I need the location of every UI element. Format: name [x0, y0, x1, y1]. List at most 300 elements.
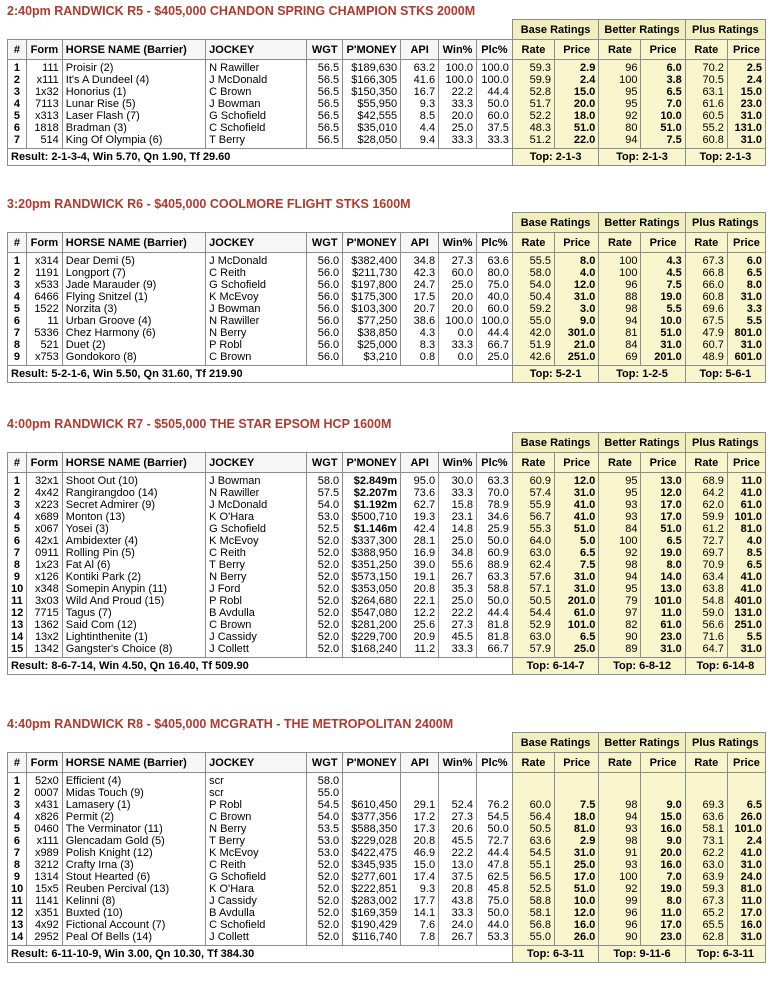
cell-form: 0460	[26, 823, 62, 835]
cell-place-pct: 45.8	[477, 883, 513, 895]
cell-horse-name: Buxted (10)	[62, 907, 205, 919]
cell-weight: 56.5	[307, 74, 343, 86]
cell-base-rate: 63.0	[512, 631, 554, 643]
cell-plus-rate: 70.9	[685, 559, 727, 571]
column-header-base-price: Price	[555, 40, 599, 60]
cell-win-pct: 22.2	[439, 607, 477, 619]
cell-base-price: 51.0	[555, 883, 599, 895]
cell-weight: 56.5	[307, 110, 343, 122]
race-result: Result: 2-1-3-4, Win 5.70, Qn 1.90, Tf 29.60	[8, 149, 513, 166]
cell-jockey: J Bowman	[206, 303, 307, 315]
cell-horse-name: Dear Demi (5)	[62, 253, 205, 268]
cell-row-number: 3	[8, 499, 27, 511]
column-header-better-rate: Rate	[599, 753, 641, 773]
cell-plus-price: 81.0	[727, 883, 765, 895]
cell-better-price: 19.0	[641, 547, 685, 559]
cell-form: x753	[26, 351, 62, 366]
cell-place-pct: 58.8	[477, 583, 513, 595]
cell-base-price	[555, 773, 599, 788]
cell-base-rate: 60.9	[512, 473, 554, 488]
cell-form: 1314	[26, 871, 62, 883]
cell-plus-price: 26.0	[727, 811, 765, 823]
table-row	[8, 98, 766, 110]
cell-base-price: 2.9	[555, 60, 599, 75]
cell-plus-rate: 64.7	[685, 643, 727, 658]
top-picks: Top: 1-2-5	[599, 366, 685, 383]
cell-place-pct: 44.4	[477, 327, 513, 339]
column-header-jockey: JOCKEY	[206, 40, 307, 60]
column-header-prize-money: P'MONEY	[343, 453, 401, 473]
cell-weight: 52.0	[307, 895, 343, 907]
cell-plus-rate: 67.3	[685, 253, 727, 268]
cell-better-price: 10.0	[641, 315, 685, 327]
cell-form: x126	[26, 571, 62, 583]
cell-api: 19.3	[401, 511, 439, 523]
cell-form: 6466	[26, 291, 62, 303]
race-title: 4:00pm RANDWICK R7 - $505,000 THE STAR EPSOM HCP 1600M	[7, 417, 392, 431]
cell-better-price: 201.0	[641, 351, 685, 366]
cell-row-number: 9	[8, 871, 27, 883]
column-header-better-price: Price	[641, 753, 685, 773]
cell-better-rate: 94	[599, 134, 641, 149]
table-row	[8, 499, 766, 511]
cell-place-pct: 50.0	[477, 595, 513, 607]
cell-row-number: 7	[8, 327, 27, 339]
table-row	[8, 907, 766, 919]
cell-plus-rate: 61.2	[685, 523, 727, 535]
table-row	[8, 595, 766, 607]
ratings-group-header: Base Ratings	[512, 213, 598, 233]
cell-base-price: 31.0	[555, 571, 599, 583]
cell-plus-price: 31.0	[727, 110, 765, 122]
cell-weight: 52.0	[307, 619, 343, 631]
cell-prize-money: $610,450	[343, 799, 401, 811]
cell-prize-money: $211,730	[343, 267, 401, 279]
cell-win-pct: 33.3	[439, 487, 477, 499]
cell-base-price: 6.5	[555, 547, 599, 559]
cell-better-price: 9.0	[641, 835, 685, 847]
table-row	[8, 535, 766, 547]
race-section	[7, 416, 766, 675]
ratings-group-header: Base Ratings	[512, 20, 598, 40]
cell-row-number: 2	[8, 267, 27, 279]
column-header-api: API	[401, 753, 439, 773]
column-header-prize-money: P'MONEY	[343, 233, 401, 253]
cell-jockey: J McDonald	[206, 253, 307, 268]
column-header-horse-name: HORSE NAME (Barrier)	[62, 453, 205, 473]
top-picks: Top: 6-14-7	[512, 658, 598, 675]
cell-weight: 52.0	[307, 547, 343, 559]
cell-prize-money: $353,050	[343, 583, 401, 595]
cell-better-price	[641, 773, 685, 788]
cell-row-number: 2	[8, 487, 27, 499]
cell-jockey: G Schofield	[206, 871, 307, 883]
cell-base-rate: 60.0	[512, 799, 554, 811]
column-header-jockey: JOCKEY	[206, 453, 307, 473]
cell-base-price: 16.0	[555, 919, 599, 931]
cell-prize-money: $166,305	[343, 74, 401, 86]
cell-plus-price: 801.0	[727, 327, 765, 339]
cell-base-rate: 51.2	[512, 134, 554, 149]
cell-better-rate: 100	[599, 74, 641, 86]
cell-jockey: N Rawiller	[206, 315, 307, 327]
cell-base-price: 12.0	[555, 907, 599, 919]
cell-form: 1818	[26, 122, 62, 134]
table-row	[8, 631, 766, 643]
cell-jockey: N Rawiller	[206, 487, 307, 499]
cell-better-rate: 89	[599, 643, 641, 658]
cell-better-rate: 95	[599, 98, 641, 110]
cell-win-pct: 25.0	[439, 279, 477, 291]
cell-plus-rate: 59.3	[685, 883, 727, 895]
cell-jockey: C Brown	[206, 811, 307, 823]
cell-place-pct: 62.5	[477, 871, 513, 883]
column-header-jockey: JOCKEY	[206, 233, 307, 253]
column-header-row-number: #	[8, 233, 27, 253]
cell-api: 17.2	[401, 811, 439, 823]
table-row	[8, 110, 766, 122]
top-picks: Top: 2-1-3	[685, 149, 765, 166]
cell-base-price: 41.0	[555, 511, 599, 523]
cell-prize-money: $2.849m	[343, 473, 401, 488]
cell-win-pct: 52.4	[439, 799, 477, 811]
cell-better-rate: 79	[599, 595, 641, 607]
cell-jockey: B Avdulla	[206, 907, 307, 919]
cell-jockey: scr	[206, 773, 307, 788]
cell-plus-rate: 66.8	[685, 267, 727, 279]
cell-base-rate: 58.1	[512, 907, 554, 919]
cell-horse-name: Honorius (1)	[62, 86, 205, 98]
column-header-place-pct: Plc%	[477, 40, 513, 60]
cell-form: 5336	[26, 327, 62, 339]
table-row	[8, 871, 766, 883]
cell-base-price: 301.0	[555, 327, 599, 339]
cell-base-rate: 56.8	[512, 919, 554, 931]
cell-prize-money: $42,555	[343, 110, 401, 122]
cell-base-rate: 52.9	[512, 619, 554, 631]
cell-base-price: 9.0	[555, 315, 599, 327]
cell-base-rate: 50.5	[512, 595, 554, 607]
cell-prize-money: $25,000	[343, 339, 401, 351]
cell-base-price: 5.0	[555, 535, 599, 547]
cell-prize-money: $337,300	[343, 535, 401, 547]
cell-place-pct: 25.0	[477, 351, 513, 366]
cell-prize-money: $190,429	[343, 919, 401, 931]
column-header-place-pct: Plc%	[477, 233, 513, 253]
cell-better-price: 10.0	[641, 110, 685, 122]
cell-plus-rate: 69.6	[685, 303, 727, 315]
top-picks: Top: 5-2-1	[512, 366, 598, 383]
cell-plus-rate: 63.6	[685, 811, 727, 823]
cell-row-number: 2	[8, 787, 27, 799]
cell-prize-money: $168,240	[343, 643, 401, 658]
column-header-better-price: Price	[641, 453, 685, 473]
cell-prize-money: $189,630	[343, 60, 401, 75]
cell-weight: 53.5	[307, 823, 343, 835]
cell-api: 4.3	[401, 327, 439, 339]
cell-weight: 56.0	[307, 315, 343, 327]
column-header-form: Form	[26, 453, 62, 473]
cell-weight: 52.0	[307, 907, 343, 919]
cell-plus-price	[727, 787, 765, 799]
cell-row-number: 13	[8, 919, 27, 931]
cell-horse-name: Yosei (3)	[62, 523, 205, 535]
column-header-better-rate: Rate	[599, 453, 641, 473]
column-header-row-number: #	[8, 753, 27, 773]
cell-horse-name: Rolling Pin (5)	[62, 547, 205, 559]
cell-win-pct: 0.0	[439, 327, 477, 339]
cell-plus-price: 23.0	[727, 98, 765, 110]
top-picks: Top: 9-11-6	[599, 946, 685, 963]
cell-weight: 53.0	[307, 835, 343, 847]
column-header-plus-rate: Rate	[685, 753, 727, 773]
cell-place-pct: 25.9	[477, 523, 513, 535]
cell-jockey: P Robl	[206, 595, 307, 607]
cell-form: 1x23	[26, 559, 62, 571]
cell-plus-price: 4.0	[727, 535, 765, 547]
cell-row-number: 9	[8, 571, 27, 583]
cell-row-number: 8	[8, 859, 27, 871]
table-row	[8, 823, 766, 835]
cell-horse-name: Chez Harmony (6)	[62, 327, 205, 339]
cell-api: 17.5	[401, 291, 439, 303]
cell-prize-money: $382,400	[343, 253, 401, 268]
race-title: 4:40pm RANDWICK R8 - $405,000 MCGRATH - THE METROPOLITAN 2400M	[7, 717, 454, 731]
cell-base-rate: 51.9	[512, 339, 554, 351]
cell-plus-price: 131.0	[727, 607, 765, 619]
cell-prize-money: $1.192m	[343, 499, 401, 511]
cell-base-price: 22.0	[555, 134, 599, 149]
column-header-win-pct: Win%	[439, 753, 477, 773]
cell-prize-money: $28,050	[343, 134, 401, 149]
cell-row-number: 14	[8, 631, 27, 643]
cell-plus-rate: 62.8	[685, 931, 727, 946]
cell-plus-price: 11.0	[727, 895, 765, 907]
cell-api: 42.3	[401, 267, 439, 279]
table-row	[8, 883, 766, 895]
cell-base-rate: 59.9	[512, 74, 554, 86]
cell-weight: 52.0	[307, 643, 343, 658]
cell-place-pct: 44.4	[477, 607, 513, 619]
cell-better-rate: 93	[599, 511, 641, 523]
cell-plus-price: 41.0	[727, 571, 765, 583]
cell-horse-name: Kelinni (8)	[62, 895, 205, 907]
cell-better-rate: 96	[599, 919, 641, 931]
cell-row-number: 7	[8, 847, 27, 859]
cell-base-rate: 55.9	[512, 499, 554, 511]
cell-horse-name: King Of Olympia (6)	[62, 134, 205, 149]
column-header-form: Form	[26, 233, 62, 253]
cell-base-rate: 62.4	[512, 559, 554, 571]
cell-row-number: 1	[8, 773, 27, 788]
cell-prize-money: $3,210	[343, 351, 401, 366]
cell-api: 17.7	[401, 895, 439, 907]
cell-plus-rate: 66.0	[685, 279, 727, 291]
ratings-group-header: Better Ratings	[599, 433, 685, 453]
cell-horse-name: Midas Touch (9)	[62, 787, 205, 799]
table-row	[8, 315, 766, 327]
cell-win-pct	[439, 787, 477, 799]
cell-base-price: 51.0	[555, 122, 599, 134]
cell-form: x067	[26, 523, 62, 535]
cell-better-rate: 100	[599, 535, 641, 547]
cell-row-number: 6	[8, 122, 27, 134]
cell-weight: 52.0	[307, 883, 343, 895]
cell-weight: 52.0	[307, 871, 343, 883]
cell-api: 24.7	[401, 279, 439, 291]
cell-place-pct: 81.8	[477, 619, 513, 631]
cell-prize-money: $229,700	[343, 631, 401, 643]
cell-horse-name: Norzita (3)	[62, 303, 205, 315]
cell-prize-money: $547,080	[343, 607, 401, 619]
cell-jockey: T Berry	[206, 559, 307, 571]
cell-api: 95.0	[401, 473, 439, 488]
cell-plus-rate: 67.5	[685, 315, 727, 327]
cell-jockey: K McEvoy	[206, 847, 307, 859]
cell-horse-name: Rangirangdoo (14)	[62, 487, 205, 499]
cell-api: 16.7	[401, 86, 439, 98]
cell-prize-money	[343, 773, 401, 788]
cell-win-pct: 30.0	[439, 473, 477, 488]
cell-api: 20.7	[401, 303, 439, 315]
cell-base-price: 2.4	[555, 74, 599, 86]
cell-place-pct: 44.0	[477, 919, 513, 931]
race-table	[7, 432, 766, 675]
cell-place-pct: 88.9	[477, 559, 513, 571]
cell-base-price: 12.0	[555, 473, 599, 488]
cell-jockey: J Cassidy	[206, 631, 307, 643]
cell-horse-name: Polish Knight (12)	[62, 847, 205, 859]
cell-api: 12.2	[401, 607, 439, 619]
cell-form: 11	[26, 315, 62, 327]
ratings-group-header: Plus Ratings	[685, 213, 765, 233]
cell-plus-price: 31.0	[727, 931, 765, 946]
cell-prize-money: $281,200	[343, 619, 401, 631]
cell-plus-rate: 63.1	[685, 86, 727, 98]
cell-horse-name: Glencadam Gold (5)	[62, 835, 205, 847]
column-header-horse-name: HORSE NAME (Barrier)	[62, 233, 205, 253]
cell-better-price: 17.0	[641, 499, 685, 511]
cell-row-number: 5	[8, 110, 27, 122]
cell-plus-rate: 69.7	[685, 547, 727, 559]
ratings-group-header: Better Ratings	[599, 733, 685, 753]
cell-plus-price: 61.0	[727, 499, 765, 511]
cell-jockey: N Berry	[206, 327, 307, 339]
cell-jockey: C Reith	[206, 859, 307, 871]
cell-plus-rate: 60.8	[685, 291, 727, 303]
column-header-plus-rate: Rate	[685, 453, 727, 473]
cell-prize-money: $588,350	[343, 823, 401, 835]
cell-prize-money: $264,680	[343, 595, 401, 607]
cell-win-pct: 37.5	[439, 871, 477, 883]
table-row	[8, 799, 766, 811]
cell-jockey: N Berry	[206, 571, 307, 583]
cell-form: 7715	[26, 607, 62, 619]
cell-base-rate: 55.3	[512, 523, 554, 535]
table-row	[8, 511, 766, 523]
cell-better-price: 6.0	[641, 60, 685, 75]
cell-api: 7.8	[401, 931, 439, 946]
cell-weight: 52.0	[307, 607, 343, 619]
cell-horse-name: Urban Groove (4)	[62, 315, 205, 327]
table-row	[8, 847, 766, 859]
cell-row-number: 6	[8, 535, 27, 547]
cell-plus-rate: 47.9	[685, 327, 727, 339]
column-header-better-price: Price	[641, 233, 685, 253]
cell-better-rate: 80	[599, 122, 641, 134]
cell-api: 25.6	[401, 619, 439, 631]
cell-win-pct: 60.0	[439, 267, 477, 279]
cell-horse-name: Bradman (3)	[62, 122, 205, 134]
cell-weight: 52.0	[307, 931, 343, 946]
cell-better-rate: 90	[599, 631, 641, 643]
cell-api: 20.8	[401, 583, 439, 595]
cell-row-number: 6	[8, 835, 27, 847]
cell-weight: 56.0	[307, 351, 343, 366]
cell-base-price: 31.0	[555, 487, 599, 499]
column-header-base-price: Price	[555, 753, 599, 773]
cell-form: x826	[26, 811, 62, 823]
cell-win-pct: 26.7	[439, 571, 477, 583]
cell-horse-name: Proisir (2)	[62, 60, 205, 75]
column-header-plus-price: Price	[727, 753, 765, 773]
column-header-base-rate: Rate	[512, 233, 554, 253]
cell-form: x313	[26, 110, 62, 122]
cell-plus-rate: 61.6	[685, 98, 727, 110]
cell-plus-rate: 68.9	[685, 473, 727, 488]
cell-jockey: J Cassidy	[206, 895, 307, 907]
cell-prize-money: $197,800	[343, 279, 401, 291]
cell-place-pct: 60.0	[477, 303, 513, 315]
cell-better-rate: 98	[599, 799, 641, 811]
cell-row-number: 3	[8, 279, 27, 291]
cell-weight: 56.5	[307, 60, 343, 75]
cell-horse-name: Gangster's Choice (8)	[62, 643, 205, 658]
cell-better-rate: 100	[599, 253, 641, 268]
cell-better-price: 12.0	[641, 487, 685, 499]
cell-base-rate: 54.5	[512, 847, 554, 859]
cell-jockey: N Rawiller	[206, 60, 307, 75]
cell-win-pct: 33.3	[439, 907, 477, 919]
cell-base-price: 31.0	[555, 291, 599, 303]
cell-plus-price: 2.4	[727, 74, 765, 86]
cell-plus-rate: 60.8	[685, 134, 727, 149]
cell-api: 0.8	[401, 351, 439, 366]
cell-better-rate: 94	[599, 811, 641, 823]
cell-plus-price: 6.5	[727, 799, 765, 811]
cell-prize-money: $175,300	[343, 291, 401, 303]
cell-win-pct: 35.3	[439, 583, 477, 595]
cell-better-rate: 94	[599, 571, 641, 583]
cell-better-rate: 84	[599, 523, 641, 535]
cell-api	[401, 773, 439, 788]
cell-horse-name: Secret Admirer (9)	[62, 499, 205, 511]
cell-api: 17.4	[401, 871, 439, 883]
top-picks: Top: 6-14-8	[685, 658, 765, 675]
cell-better-rate: 93	[599, 499, 641, 511]
cell-better-rate: 99	[599, 895, 641, 907]
column-header-base-rate: Rate	[512, 453, 554, 473]
top-picks: Top: 2-1-3	[512, 149, 598, 166]
cell-api: 22.1	[401, 595, 439, 607]
table-row	[8, 773, 766, 788]
cell-base-price: 7.5	[555, 559, 599, 571]
table-row	[8, 811, 766, 823]
cell-form: 1522	[26, 303, 62, 315]
ratings-group-header: Plus Ratings	[685, 733, 765, 753]
cell-plus-price: 6.0	[727, 253, 765, 268]
cell-form: 4x42	[26, 487, 62, 499]
